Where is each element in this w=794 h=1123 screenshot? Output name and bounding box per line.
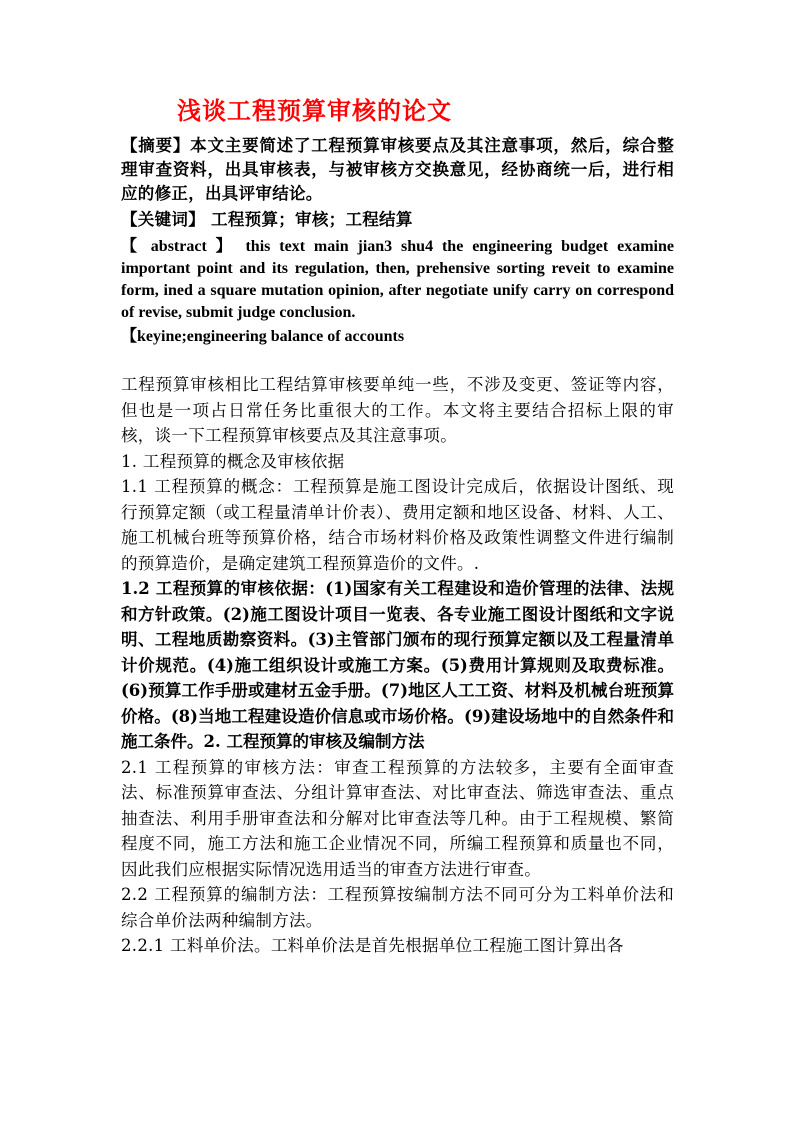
intro-paragraph: 工程预算审核相比工程结算审核要单纯一些，不涉及变更、签证等内容，但也是一项占日常任务比重很大的工作。本文将主要结合招标上限的审核，谈一下工程预算审核要点及其注意事项。	[121, 375, 674, 445]
document-page	[121, 94, 674, 959]
section-1-heading: 1. 工程预算的概念及审核依据	[121, 451, 345, 471]
abstract-en: 【 abstract 】 this text main jian3 shu4 the engineering budget examine important point and its regulation, then, prehensive sorting reveit to examine form, ined a square mutation opinion, after negotiate unify carry on correspond of revise, submit judge conclusion.	[121, 238, 674, 321]
document-title: 浅谈工程预算审核的论文	[177, 96, 452, 125]
section-2-2-1: 2.2.1 工料单价法。工料单价法是首先根据单位工程施工图计算出各	[121, 936, 624, 955]
section-1-2: 1.2 工程预算的审核依据：(1)国家有关工程建设和造价管理的法律、法规和方针政策。(2)施工图设计项目一览表、各专业施工图设计图纸和文字说明、工程地质勘察资料。(3)主管部门颁布的现行预算定额以及工程量清单计价规范。(4)施工组织设计或施工方案。(5)费用计算规则及取费标准。(6)预算工作手册或建材五金手册。(7)地区人工工资、材料及机械台班预算价格。(8)当地工程建设造价信息或市场价格。(9)建设场地中的自然条件和施工条件。2. 工程预算的审核及编制方法	[121, 579, 674, 751]
section-1-1: 1.1 工程预算的概念：工程预算是施工图设计完成后，依据设计图纸、现行预算定额（或工程量清单计价表）、费用定额和地区设备、材料、人工、施工机械台班等预算价格，结合市场材料价格及政策性调整文件进行编制的预算造价，是确定建筑工程预算造价的文件。.	[121, 477, 674, 573]
blank-line	[121, 348, 674, 372]
section-2-1: 2.1 工程预算的审核方法：审查工程预算的方法较多，主要有全面审查法、标准预算审查法、分组计算审查法、对比审查法、筛选审查法、重点抽查法、利用手册审查法和分解对比审查法等几种。由于工程规模、繁简程度不同，施工方法和施工企业情况不同，所编工程预算和质量也不同，因此我们应根据实际情况选用适当的审查方法进行审查。	[121, 757, 674, 879]
abstract-cn: 【摘要】本文主要简述了工程预算审核要点及其注意事项，然后，综合整理审查资料，出具审核表，与被审核方交换意见，经协商统一后，进行相应的修正，出具评审结论。	[121, 136, 674, 203]
keywords-cn: 【关键词】 工程预算；审核；工程结算	[121, 210, 413, 229]
keywords-en: 【keyine;engineering balance of accounts	[121, 328, 405, 345]
section-2-2: 2.2 工程预算的编制方法：工程预算按编制方法不同可分为工料单价法和综合单价法两种编制方法。	[121, 885, 674, 930]
